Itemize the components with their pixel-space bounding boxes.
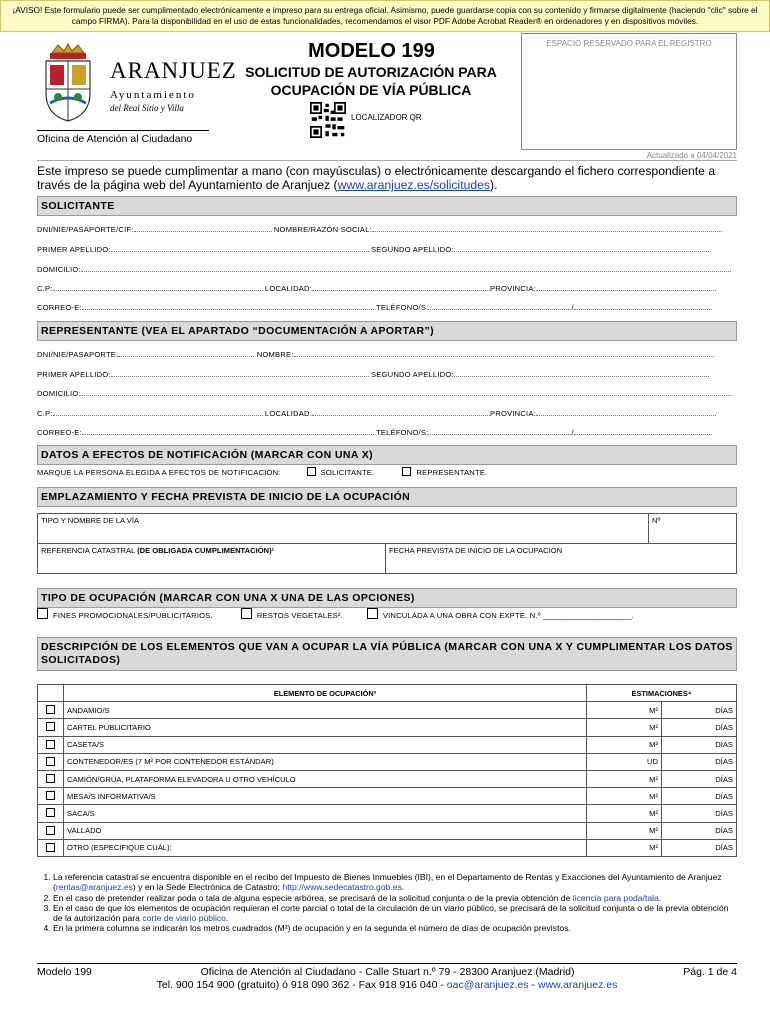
footnote-1: 1. La referencia catastral se encuentra disponible en el recibo del Impuesto de Bienes Inmuebles (IBI), en el Departamento de Rentas y Exacciones del Ayuntamiento de Aranjuez (rentas@aranjuez.es) y en la Sede Electrónica de Catastro: http://www.sedecatastro.gob.es. [53, 872, 737, 893]
occupation-label: MESA/S INFORMATIVA/S [64, 788, 587, 805]
notificacion-row: MARQUE LA PERSONA ELEGIDA A EFECTOS DE NOTIFICACIÓN: SOLICITANTE. REPRESENTANTE. [37, 468, 488, 477]
solicitante-row-1: DNI/NIE/PASAPORTE/CIF: NOMBRE/RAZÓN SOCIAL: [37, 224, 737, 235]
occupation-label: VALLADO [64, 822, 587, 839]
estimacion-days-field[interactable]: DÍAS [662, 839, 737, 856]
estimacion-unit-field[interactable]: M² [587, 736, 662, 753]
telefono2-field[interactable] [574, 302, 712, 310]
occupation-checkbox[interactable] [46, 791, 55, 800]
model-title: MODELO 199 [308, 40, 435, 62]
rep-provincia-field[interactable] [536, 408, 716, 416]
warning-banner: ¡AVISO! Este formulario puede ser cumplimentado electrónicamente e impreso para su entrega oficial. Asimismo, puede guardarse copia con su contenido y firmarse digitalmente (haciendo "clic" sobre el campo FIRMA). Para la disponibilidad en el uso de estas funcionalidades, recomendamos el visor PDF Adobe Acrobat Reader® en ordenadores y en dispositivos móviles. [0, 0, 770, 32]
intro-text: Este impreso se puede cumplimentar a mano (con mayúsculas) o electrónicamente descargando el fichero correspondiente a través de la página web del Ayuntamiento de Aranjuez (www.aranjuez.es/solicitudes). [37, 164, 716, 192]
footer-web-link[interactable]: www.aranjuez.es [537, 979, 618, 991]
rep-localidad-field[interactable] [312, 408, 490, 416]
rep-apellido2-field[interactable] [454, 369, 709, 377]
footnote-2: 2. En el caso de pretender realizar poda o tala de alguna especie arbórea, se precisará de la solicitud conjunta o de la previa obtención de licencia para poda/tala. [53, 893, 737, 903]
occupation-checkbox[interactable] [46, 722, 55, 731]
brand-ayuntamiento: Ayuntamiento [110, 89, 196, 101]
occupation-label: CASETA/S [64, 736, 587, 753]
occupation-row [38, 805, 737, 822]
dni-field[interactable] [134, 224, 272, 232]
occupation-checkbox[interactable] [46, 826, 55, 835]
estimacion-days-field[interactable]: DÍAS [662, 822, 737, 839]
telefono-field[interactable] [428, 302, 571, 310]
checkbox-representante[interactable] [402, 467, 411, 476]
occupation-row [38, 736, 737, 753]
footnotes [37, 872, 737, 934]
representante-row-5: CORREO-E: TELÉFONO/S: / [37, 427, 737, 438]
solicitante-row-2: PRIMER APELLIDO: SEGUNDO APELLIDO: [37, 244, 737, 255]
estimacion-unit-field[interactable]: UD [587, 753, 662, 770]
estimacion-unit-field[interactable]: M² [587, 719, 662, 736]
section-solicitante: SOLICITANTE [37, 196, 737, 216]
estimacion-unit-field[interactable]: M² [587, 822, 662, 839]
rentas-email-link[interactable]: rentas@aranjuez.es [55, 882, 133, 893]
occupation-label: ANDAMIO/S [64, 702, 587, 719]
occupation-checkbox[interactable] [46, 705, 55, 714]
representante-row-3: DOMICILIO: [37, 388, 737, 399]
representante-row-1: DNI/NIE/PASAPORTE: NOMBRE: [37, 349, 737, 360]
footnote-4: 4. En la primera columna se indicarán los metros cuadrados (M²) de ocupación y en la segunda el número de días de ocupación previstos. [53, 923, 737, 933]
section-descripcion: DESCRIPCIÓN DE LOS ELEMENTOS QUE VAN A OCUPAR LA VÍA PÚBLICA (MARCAR CON UNA X Y CUMPLIMENTAR LOS DATOS SOLICITADOS) [37, 637, 737, 671]
estimacion-unit-field[interactable]: M² [587, 770, 662, 787]
office-name: Oficina de Atención al Ciudadano [37, 130, 209, 145]
numero-field[interactable]: Nº [649, 514, 737, 544]
occupation-row [38, 702, 737, 719]
licencia-poda-link[interactable]: licencia para poda/tala [572, 892, 659, 903]
solicitante-row-3: DOMICILIO: [37, 264, 737, 275]
correo-field[interactable] [82, 302, 374, 310]
apellido1-field[interactable] [111, 244, 369, 252]
emplazamiento-table [37, 513, 737, 574]
cp-field[interactable] [53, 283, 263, 291]
occupation-row [38, 719, 737, 736]
fecha-field[interactable]: FECHA PREVISTA DE INICIO DE LA OCUPACIÓN [386, 544, 737, 574]
rep-apellido1-field[interactable] [111, 369, 369, 377]
occupation-checkbox[interactable] [46, 843, 55, 852]
form-title: SOLICITUD DE AUTORIZACIÓN PARA OCUPACIÓN DE VÍA PÚBLICA [245, 64, 497, 98]
domicilio-field[interactable] [81, 264, 731, 272]
rep-telefono-field[interactable] [428, 427, 571, 435]
via-field[interactable]: TIPO Y NOMBRE DE LA VÍA [38, 514, 649, 544]
occupation-checkbox[interactable] [46, 740, 55, 749]
occupation-checkbox[interactable] [46, 757, 55, 766]
occupation-row [38, 770, 737, 787]
solicitudes-link[interactable]: www.aranjuez.es/solicitudes [337, 178, 491, 192]
col-elemento: ELEMENTO DE OCUPACIÓN³ [64, 685, 587, 702]
rep-correo-field[interactable] [82, 427, 374, 435]
coat-of-arms-logo [38, 43, 98, 123]
rep-domicilio-field[interactable] [81, 388, 731, 396]
checkbox-solicitante[interactable] [307, 467, 316, 476]
divider [37, 160, 737, 161]
checkbox-obra[interactable] [367, 608, 378, 619]
brand-name: ARANJUEZ [110, 58, 237, 83]
referencia-field[interactable]: REFERENCIA CATASTRAL (DE OBLIGADA CUMPLIMENTACIÓN)¹ [38, 544, 386, 574]
occupation-label: CARTEL PUBLICITARIO [64, 719, 587, 736]
section-notificacion: DATOS A EFECTOS DE NOTIFICACIÓN (MARCAR CON UNA X) [37, 445, 737, 465]
nombre-field[interactable] [372, 224, 722, 232]
occupation-row [38, 839, 737, 856]
updated-date: Actualizado a 04/04/2021 [646, 151, 737, 160]
occupation-label: CONTENEDOR/ES (7 M² POR CONTENEDOR ESTÁNDAR) [64, 753, 587, 770]
footer-email-link[interactable]: oac@aranjuez.es [446, 979, 529, 991]
estimacion-days-field[interactable]: DÍAS [662, 770, 737, 787]
checkbox-restos[interactable] [241, 608, 252, 619]
tipo-row: FINES PROMOCIONALES/PUBLICITARIOS. RESTOS VEGETALES². VINCULADA A UNA OBRA CON EXPTE. N.º ____________________. [37, 608, 737, 621]
rep-cp-field[interactable] [53, 408, 263, 416]
provincia-field[interactable] [536, 283, 716, 291]
qr-code-icon[interactable] [310, 102, 346, 138]
section-emplazamiento: EMPLAZAMIENTO Y FECHA PREVISTA DE INICIO DE LA OCUPACIÓN [37, 487, 737, 507]
col-estimaciones: ESTIMACIONES⁴ [587, 685, 737, 702]
solicitante-row-4: C.P: LOCALIDAD: PROVINCIA: [37, 283, 737, 294]
estimacion-unit-field[interactable]: M² [587, 702, 662, 719]
checkbox-promocionales[interactable] [37, 608, 48, 619]
representante-row-2: PRIMER APELLIDO: SEGUNDO APELLIDO: [37, 369, 737, 380]
footer-address: Oficina de Atención al Ciudadano - Calle Stuart n.º 79 - 28300 Aranjuez (Madrid) [200, 966, 575, 978]
footnote-3: 3. En el caso de que los elementos de ocupación requieran el corte parcial o total de la circulación de un viario público, se precisará de la solicitud conjunta o de la previa obtención de la autorización para corte de viario público. [53, 903, 737, 924]
representante-row-4: C.P: LOCALIDAD: PROVINCIA: [37, 408, 737, 419]
catastro-link[interactable]: http://www.sedecatastro.gob.es [282, 882, 402, 893]
occupation-label: SACA/S [64, 805, 587, 822]
occupation-row [38, 788, 737, 805]
localidad-field[interactable] [312, 283, 490, 291]
estimacion-days-field[interactable]: DÍAS [662, 736, 737, 753]
brand-sitio: del Real Sitio y Villa [110, 103, 184, 113]
registry-box: ESPACIO RESERVADO PARA EL REGISTRO [521, 33, 737, 150]
occupation-label: CAMIÓN/GRÚA, PLATAFORMA ELEVADORA U OTRO VEHÍCULO [64, 770, 587, 787]
qr-label: LOCALIZADOR QR [351, 113, 422, 122]
estimacion-days-field[interactable]: DÍAS [662, 702, 737, 719]
section-tipo: TIPO DE OCUPACIÓN (MARCAR CON UNA X UNA DE LAS OPCIONES) [37, 588, 737, 608]
rep-telefono2-field[interactable] [574, 427, 712, 435]
rep-nombre-field[interactable] [294, 349, 714, 357]
page-footer: Modelo 199 Oficina de Atención al Ciudadano - Calle Stuart n.º 79 - 28300 Aranjuez (Madrid) Pág. 1 de 4 Tel. 900 154 900 (gratuito) ó 918 090 362 - Fax 918 916 040 - oac@aranjuez.es - www.aranjuez.es [37, 963, 737, 991]
occupation-label: OTRO (ESPECIFIQUE CUÁL): [64, 839, 587, 856]
apellido2-field[interactable] [454, 244, 709, 252]
estimacion-unit-field[interactable]: M² [587, 839, 662, 856]
estimacion-days-field[interactable]: DÍAS [662, 719, 737, 736]
occupation-checkbox[interactable] [46, 774, 55, 783]
occupation-table [37, 684, 737, 857]
estimacion-days-field[interactable]: DÍAS [662, 788, 737, 805]
occupation-row [38, 753, 737, 770]
section-representante: REPRESENTANTE (VEA EL APARTADO “DOCUMENTACIÓN A APORTAR”) [37, 321, 737, 341]
estimacion-unit-field[interactable]: M² [587, 805, 662, 822]
occupation-checkbox[interactable] [46, 808, 55, 817]
solicitante-row-5: CORREO-E: TELÉFONO/S: / [37, 302, 737, 313]
estimacion-unit-field[interactable]: M² [587, 788, 662, 805]
estimacion-days-field[interactable]: DÍAS [662, 753, 737, 770]
estimacion-days-field[interactable]: DÍAS [662, 805, 737, 822]
footer-model: Modelo 199 [37, 966, 92, 978]
corte-viario-link[interactable]: corte de viario público [142, 913, 226, 924]
occupation-row [38, 822, 737, 839]
rep-dni-field[interactable] [118, 349, 254, 357]
page-number: Pág. 1 de 4 [683, 966, 737, 978]
